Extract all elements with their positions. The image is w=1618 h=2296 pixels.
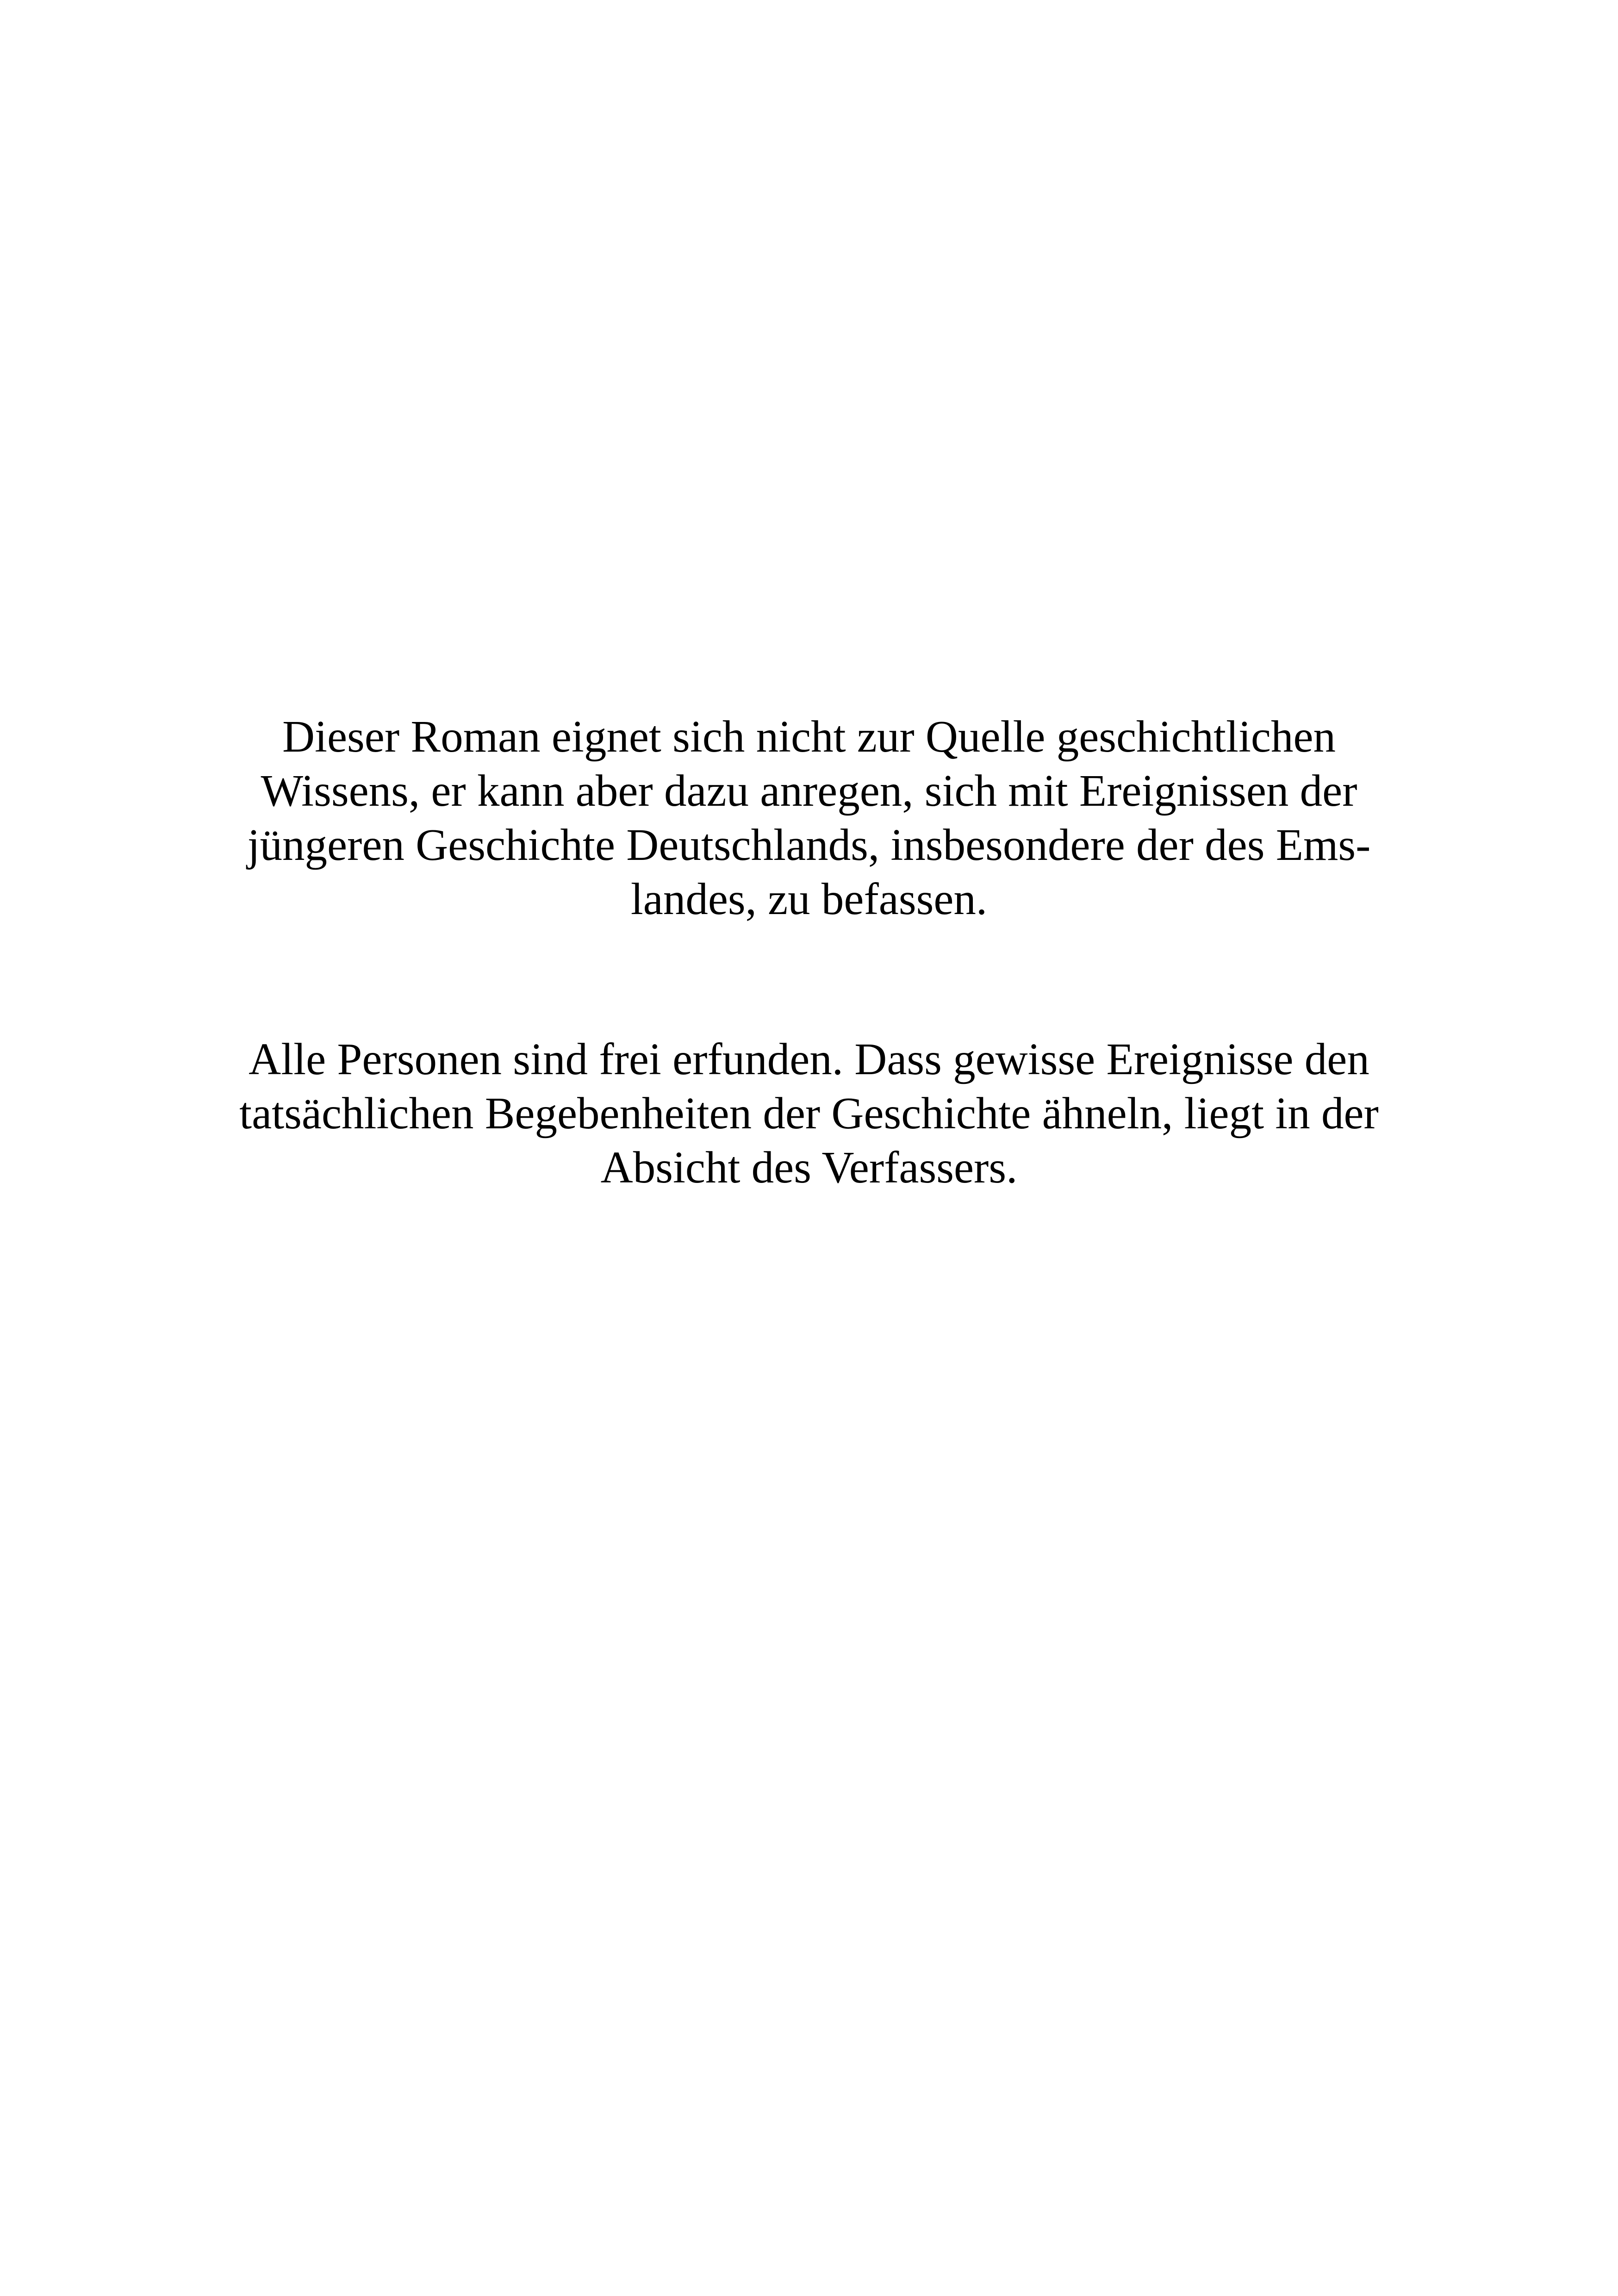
paragraph-line: Absicht des Verfassers. [600,1143,1018,1192]
paragraph-line: tatsächlichen Begebenheiten der Geschichte ähneln, liegt in der [239,1089,1379,1138]
paragraph-line: Alle Personen sind frei erfunden. Dass gewisse Ereignisse den [249,1034,1369,1084]
paragraph-line: Dieser Roman eignet sich nicht zur Quelle geschichtlichen [282,712,1336,761]
fiction-disclaimer-paragraph [0,1032,1618,1195]
paragraph-line: Wissens, er kann aber dazu anregen, sich mit Ereignissen der [261,766,1357,815]
paragraph-line: jüngeren Geschichte Deutschlands, insbesondere der des Ems- [247,820,1371,870]
history-disclaimer-paragraph [0,709,1618,926]
paragraph-line: landes, zu befassen. [630,874,988,924]
